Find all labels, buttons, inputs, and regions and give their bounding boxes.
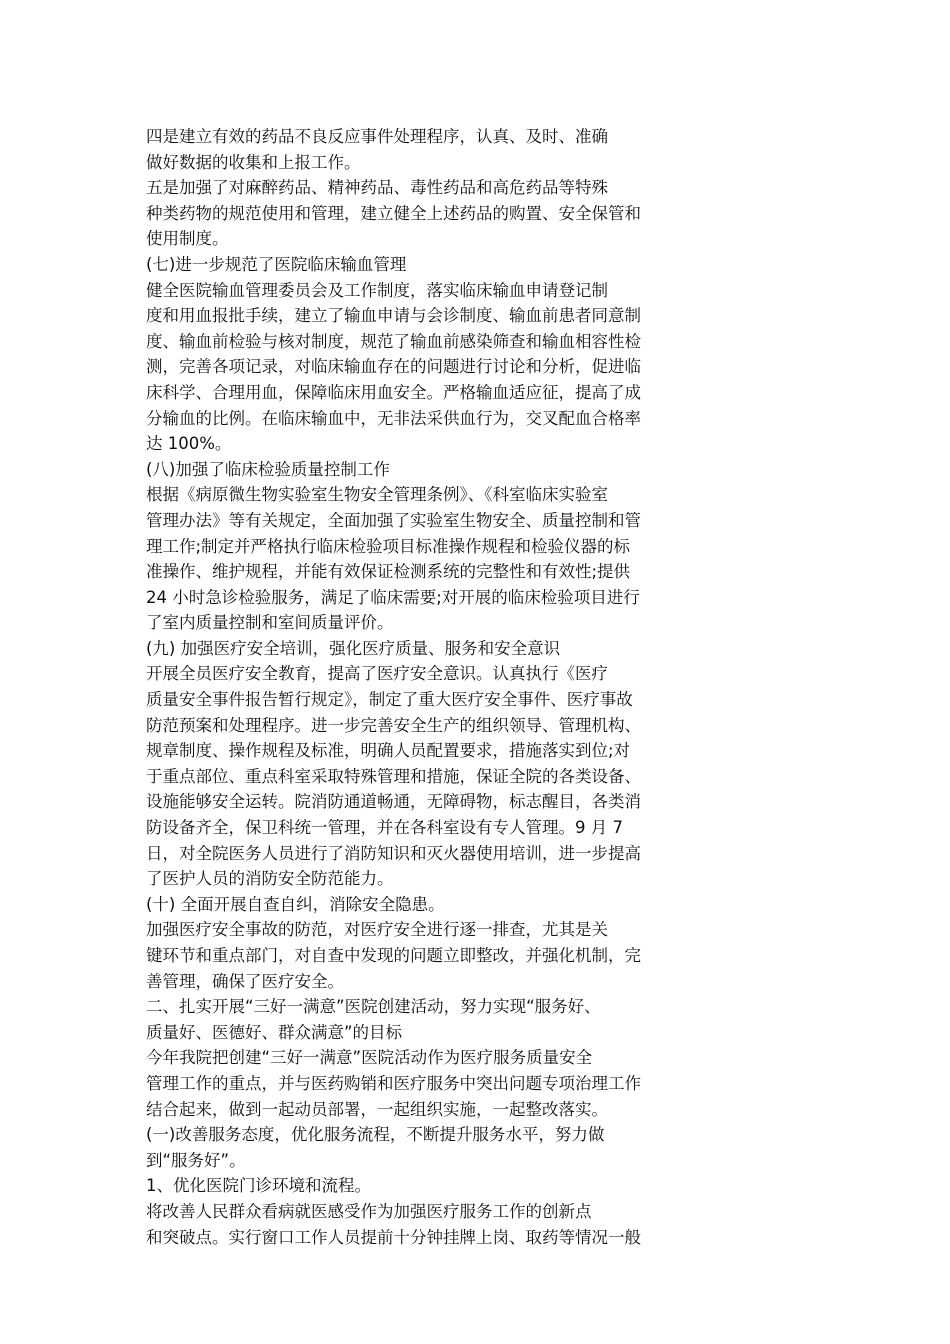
section-heading: (十) 全面开展自查自纠，消除安全隐患。: [146, 894, 445, 914]
section-heading: 质量好、医德好、群众满意”的目标: [146, 1022, 403, 1042]
text-line: 达 100%。: [146, 434, 232, 454]
text-line: 度和用血报批手续，建立了输血申请与会诊制度、输血前患者同意制: [146, 306, 641, 326]
text-line: 度、输血前检验与核对制度，规范了输血前感染筛查和输血相容性检: [146, 331, 641, 351]
text-line: 键环节和重点部门，对自查中发现的问题立即整改，并强化机制，完: [146, 946, 641, 965]
text-line: 使用制度。: [146, 229, 229, 249]
text-line: 将改善人民群众看病就医感受作为加强医疗服务工作的创新点: [146, 1201, 592, 1221]
text-line: 加强医疗安全事故的防范，对医疗安全进行逐一排查，尤其是关: [146, 920, 608, 940]
text-line: 根据《病原微生物实验室生物安全管理条例》、《科室临床实验室: [146, 485, 608, 505]
text-line: 管理办法》等有关规定，全面加强了实验室生物安全、质量控制和管: [146, 510, 641, 530]
text-line: 今年我院把创建“三好一满意”医院活动作为医疗服务质量安全: [146, 1048, 593, 1068]
section-heading: (七)进一步规范了医院临床输血管理: [146, 254, 407, 274]
text-line: 结合起来，做到一起动员部署，一起组织实施，一起整改落实。: [146, 1099, 608, 1119]
section-heading: (九) 加强医疗安全培训，强化医疗质量、服务和安全意识: [146, 638, 561, 658]
text-line: 规章制度、操作规程及标准，明确人员配置要求，措施落实到位;对: [146, 741, 631, 761]
text-line: 和突破点。实行窗口工作人员提前十分钟挂牌上岗、取药等情况一般: [146, 1227, 641, 1247]
text-line: 分输血的比例。在临床输血中，无非法采供血行为，交叉配血合格率: [146, 408, 641, 428]
text-line: 防设备齐全，保卫科统一管理，并在各科室设有专人管理。9 月 7: [146, 818, 623, 838]
text-line: 四是建立有效的药品不良反应事件处理程序，认真、及时、准确: [146, 127, 608, 146]
text-line: 床科学、合理用血，保障临床用血安全。严格输血适应征，提高了成: [146, 382, 641, 402]
text-line: 管理工作的重点，并与医药购销和医疗服务中突出问题专项治理工作: [146, 1073, 641, 1093]
text-line: 种类药物的规范使用和管理，建立健全上述药品的购置、安全保管和: [146, 203, 641, 223]
section-heading: (八)加强了临床检验质量控制工作: [146, 459, 390, 479]
text-line: 测，完善各项记录，对临床输血存在的问题进行讨论和分析，促进临: [146, 357, 641, 377]
text-line: 健全医院输血管理委员会及工作制度，落实临床输血申请登记制: [146, 280, 608, 300]
text-line: 24 小时急诊检验服务，满足了临床需要;对开展的临床检验项目进行: [146, 587, 640, 607]
text-line: 质量安全事件报告暂行规定》，制定了重大医疗安全事件、医疗事故: [146, 690, 633, 710]
text-line: 了医护人员的消防安全防范能力。: [146, 869, 394, 889]
section-heading: 到“服务好”。: [146, 1150, 246, 1170]
text-line: 开展全员医疗安全教育，提高了医疗安全意识。认真执行《医疗: [146, 664, 608, 684]
section-heading: (一)改善服务态度，优化服务流程，不断提升服务水平，努力做: [146, 1125, 605, 1145]
text-line: 准操作、维护规程，并能有效保证检测系统的完整性和有效性;提供: [146, 562, 631, 582]
subsection-heading: 1、优化医院门诊环境和流程。: [146, 1176, 371, 1196]
section-heading: 二、扎实开展“三好一满意”医院创建活动，努力实现“服务好、: [146, 997, 601, 1017]
text-line: 设施能够安全运转。院消防通道畅通，无障碍物，标志醒目，各类消: [146, 792, 641, 812]
text-line: 理工作;制定并严格执行临床检验项目标准操作规程和检验仪器的标: [146, 536, 631, 556]
text-line: 做好数据的收集和上报工作。: [146, 152, 361, 172]
text-line: 防范预案和处理程序。进一步完善安全生产的组织领导、管理机构、: [146, 715, 641, 735]
text-line: 善管理，确保了医疗安全。: [146, 971, 344, 991]
document-body: [146, 124, 736, 1250]
text-line: 日，对全院医务人员进行了消防知识和灭火器使用培训，进一步提高: [146, 843, 641, 863]
text-line: 五是加强了对麻醉药品、精神药品、毒性药品和高危药品等特殊: [146, 178, 608, 198]
text-line: 于重点部位、重点科室采取特殊管理和措施，保证全院的各类设备、: [146, 766, 641, 786]
text-line: 了室内质量控制和室间质量评价。: [146, 613, 394, 633]
